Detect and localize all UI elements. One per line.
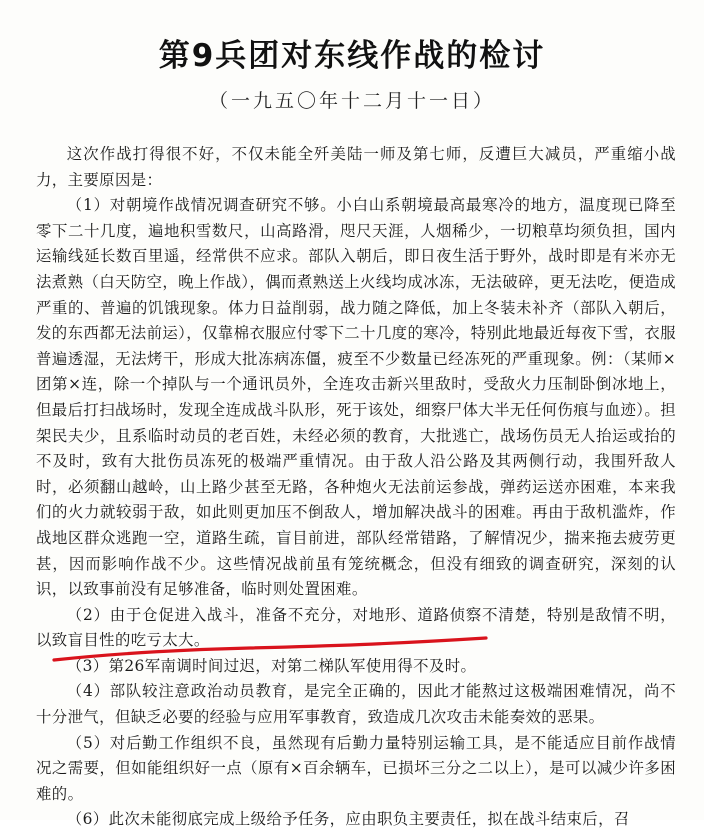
document-date: （一九五〇年十二月十一日）	[208, 90, 495, 112]
paragraph-4: （4）部队较注意政治动员教育，是完全正确的，因此才能熬过这极端困难情况，尚不十分泄气，但缺乏必要的经验与应用军事教育，致造成几次攻击未能奏效的恶果。	[36, 682, 676, 727]
document-body	[36, 142, 676, 833]
paragraph-intro: 这次作战打得很不好，不仅未能全歼美陆一师及第七师，反遭巨大减员，严重缩小战力，主要原因是：	[36, 145, 676, 189]
paragraph-2: （2）由于仓促进入战斗，准备不充分，对地形、道路侦察不清楚，特别是敌情不明，以致盲目性的吃亏太大。	[36, 605, 676, 650]
document-title: 第9兵团对东线作战的检讨	[158, 38, 546, 74]
paragraph-3: （3）第26军南调时间过迟，对第二梯队军使用得不及时。	[66, 656, 477, 675]
paragraph-1: （1）对朝境作战情况调查研究不够。小白山系朝境最高最寒冷的地方，温度现已降至零下二十几度，遍地积雪数尺，山高路滑，咫尺天涯，人烟稀少，一切粮草均须负担，国内运输线延长数百里遥，经常供不应求。部队入朝后，即日夜生活于野外，战时即是有米亦无法煮熟（白天防空，晚上作战），偶而煮熟送上火线均成冰冻，无法破碎，更无法吃，便造成严重的、普遍的饥饿现象。体力日益削弱，战力随之降低，加上冬装未补齐（部队入朝后，发的东西都无法前运），仅靠棉衣服应付零下二十几度的寒冷，特别此地最近每夜下雪，衣服普遍透湿，无法烤干，形成大批冻病冻僵，疲至不少数量已经冻死的严重现象。例：（某师×团第×连，除一个掉队与一个通讯员外，全连攻击新兴里敌时，受敌火力压制卧倒冰地上，但最后打扫战场时，发现全连成战斗队形，死于该处，细察尸体大半无任何伤痕与血迹）。担架民夫少，且系临时动员的老百姓，未经必须的教育，大批逃亡，战场伤员无人抬运或抬的不及时，致有大批伤员冻死的极端严重情况。由于敌人沿公路及其两侧行动，我围歼敌人时，必须翻山越岭，山上路少甚至无路，各种炮火无法前运参战，弹药运送亦困难，本来我们的火力就较弱于敌，如此则更加压不倒敌人，增加解决战斗的困难。再由于敌机滥炸，作战地区群众逃跑一空，道路生疏，盲目前进，部队经常错路，了解情况少，揣来拖去疲劳更甚，因而影响作战不少。这些情况战前虽有笼统概念，但没有细致的调查研究，深刻的认识，以致事前没有足够准备，临时则处置困难。	[36, 196, 676, 599]
paragraph-5: （5）对后勤工作组织不良，虽然现有后勤力量特别运输工具，是不能适应目前作战情况之需要，但如能组织好一点（原有×百余辆车，已损坏三分之二以上），是可以减少许多困难的。	[36, 733, 676, 803]
paragraph-6: （6）此次未能彻底完成上级给予任务，应由职负主要责任，拟在战斗结束后，召	[66, 810, 630, 829]
